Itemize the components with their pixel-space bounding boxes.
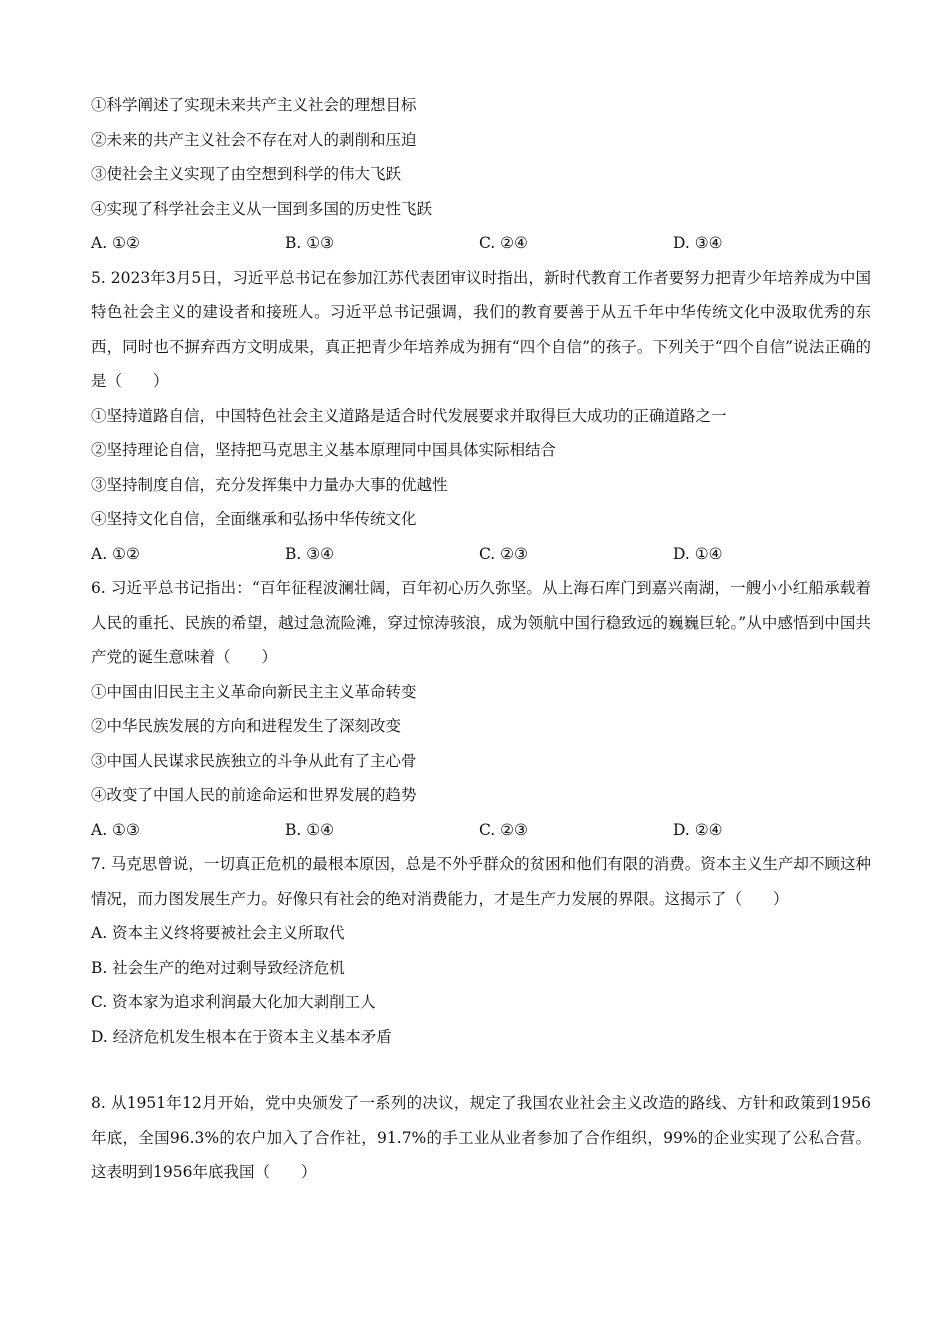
q7-stem: 7. 马克思曾说，一切真正危机的最根本原因，总是不外乎群众的贫困和他们有限的消费。资本主义生产却不顾这种情况，而力图发展生产力。好像只有社会的绝对消费能力，才是生产力发展的界限。这揭示了（ ） — [91, 855, 871, 908]
q6-stem: 6. 习近平总书记指出：“百年征程波澜壮阔，百年初心历久弥坚。从上海石库门到嘉兴南湖，一艘小小红船承载着人民的重托、民族的希望，越过急流险滩，穿过惊涛骇浪，成为领航中国行稳致远的巍巍巨轮。”从中感悟到中国共产党的诞生意味着（ ） — [91, 579, 871, 666]
q4-statement-3: ③使社会主义实现了由空想到科学的伟大飞跃 — [91, 165, 402, 183]
q6-statement-3: ③中国人民谋求民族独立的斗争从此有了主心骨 — [91, 751, 417, 770]
q6-statement-4: ④改变了中国人民的前途命运和世界发展的趋势 — [91, 786, 417, 804]
q5-statement-2: ②坚持理论自信，坚持把马克思主义基本原理同中国具体实际相结合 — [91, 441, 557, 459]
q6-option-b: B. ①④ — [285, 820, 335, 839]
q6-options — [91, 813, 871, 848]
q6-statement-1: ①中国由旧民主主义革命向新民主主义革命转变 — [91, 682, 417, 701]
q5-statement-3: ③坚持制度自信，充分发挥集中力量办大事的优越性 — [91, 475, 448, 494]
q6-option-c: C. ②③ — [479, 820, 528, 839]
q4-statement-4: ④实现了科学社会主义从一国到多国的历史性飞跃 — [91, 199, 433, 218]
q4-statement-1: ①科学阐述了实现未来共产主义社会的理想目标 — [91, 96, 417, 114]
q4-statement-2: ②未来的共产主义社会不存在对人的剥削和压迫 — [91, 130, 417, 149]
q5-statement-1: ①坚持道路自信，中国特色社会主义道路是适合时代发展要求并取得巨大成功的正确道路之一 — [91, 406, 727, 425]
exam-page — [91, 88, 871, 1190]
q4-option-b: B. ①③ — [285, 234, 335, 252]
q5-option-a: A. ①② — [91, 544, 140, 563]
q7-choice-a: A. 资本主义终将要被社会主义所取代 — [91, 924, 345, 942]
q8-stem: 8. 从1951年12月开始，党中央颁发了一系列的决议，规定了我国农业社会主义改造的路线、方针和政策到1956年底，全国96.3%的农户加入了合作社，91.7%的手工业从业者参加了合作组织，99%的企业实现了公私合营。这表明到1956年底我国（ ） — [91, 1094, 871, 1181]
q4-option-a: A. ①② — [91, 234, 140, 252]
spacer — [91, 1054, 871, 1086]
q7-choice-b: B. 社会生产的绝对过剩导致经济危机 — [91, 958, 345, 977]
q7-choice-d: D. 经济危机发生根本在于资本主义基本矛盾 — [91, 1027, 392, 1046]
q5-option-b: B. ③④ — [285, 544, 335, 563]
q6-option-a: A. ①③ — [91, 820, 140, 839]
q4-options — [91, 226, 871, 261]
q5-options — [91, 537, 871, 572]
q6-statement-2: ②中华民族发展的方向和进程发生了深刻改变 — [91, 717, 402, 735]
q4-option-d: D. ③④ — [673, 234, 723, 252]
q6-option-d: D. ②④ — [673, 820, 723, 839]
q5-option-c: C. ②③ — [479, 544, 528, 563]
q5-stem: 5. 2023年3月5日，习近平总书记在参加江苏代表团审议时指出，新时代教育工作者要努力把青少年培养成为中国特色社会主义的建设者和接班人。习近平总书记强调，我们的教育要善于从五千年中华传统文化中汲取优秀的东西，同时也不摒弃西方文明成果，真正把青少年培养成为拥有“四个自信”的孩子。下列关于“四个自信”说法正确的是（ ） — [91, 268, 871, 390]
q5-statement-4: ④坚持文化自信，全面继承和弘扬中华传统文化 — [91, 510, 417, 528]
q5-option-d: D. ①④ — [673, 544, 723, 563]
q4-option-c: C. ②④ — [479, 234, 528, 252]
q7-choice-c: C. 资本家为追求利润最大化加大剥削工人 — [91, 993, 376, 1011]
